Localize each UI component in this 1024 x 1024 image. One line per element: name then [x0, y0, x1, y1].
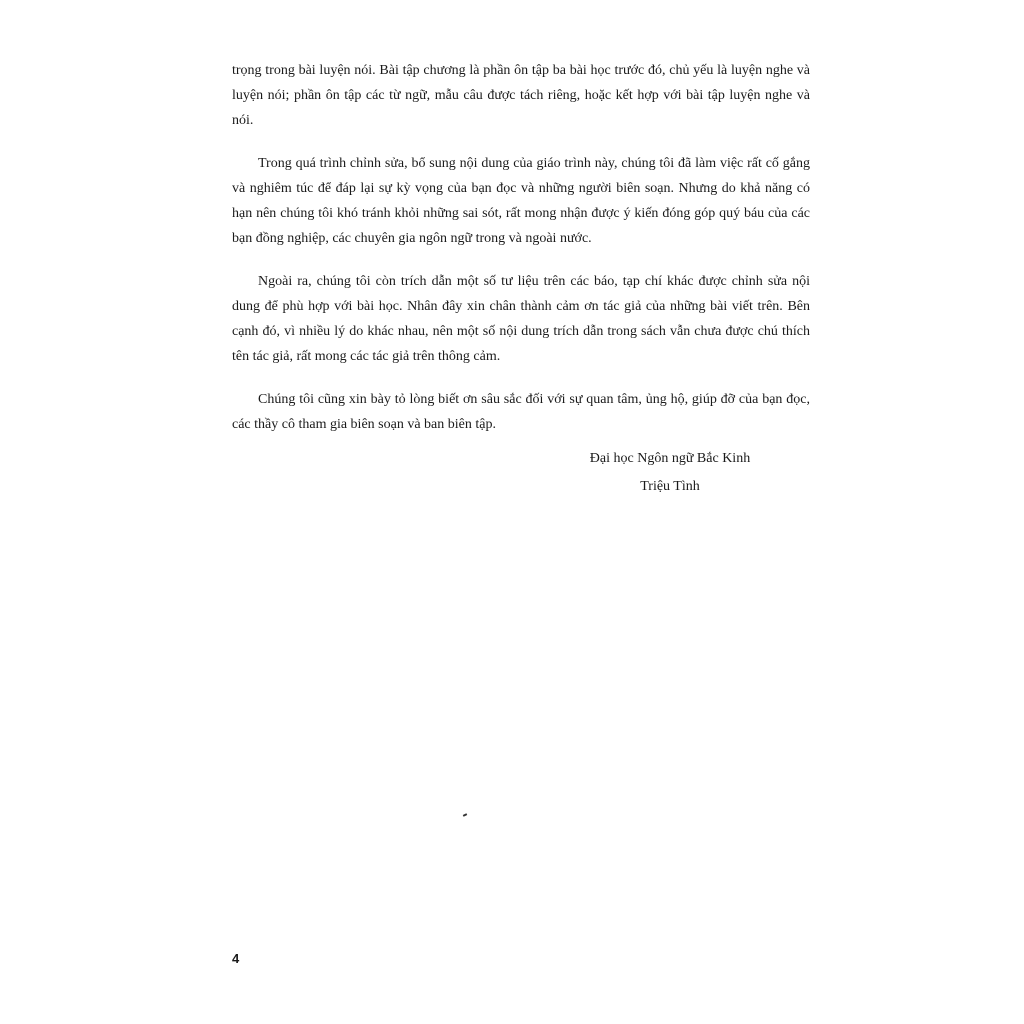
paragraph-citations: Ngoài ra, chúng tôi còn trích dẫn một số tư liệu trên các báo, tạp chí khác được chỉnh sửa nội dung để phù hợp với bài học. Nhân đây xin chân thành cảm ơn tác giả của những bài viết trên. Bên cạnh đó, vì nhiều lý do khác nhau, nên một số nội dung trích dẫn trong sách vẫn chưa được chú thích tên tác giả, rất mong các tác giả trên thông cảm.	[232, 274, 810, 364]
body-text	[232, 58, 810, 455]
signature-author: Triệu Tình	[640, 479, 700, 494]
signature-institution: Đại học Ngôn ngữ Bắc Kinh	[589, 451, 751, 466]
paragraph-revision: Trong quá trình chỉnh sửa, bổ sung nội dung của giáo trình này, chúng tôi đã làm việc rất cố gắng và nghiêm túc để đáp lại sự kỳ vọng của bạn đọc và những người biên soạn. Nhưng do khả năng có hạn nên chúng tôi khó tránh khỏi những sai sót, rất mong nhận được ý kiến đóng góp quý báu của các bạn đồng nghiệp, các chuyên gia ngôn ngữ trong và ngoài nước.	[232, 156, 810, 246]
paragraph-gratitude: Chúng tôi cũng xin bày tỏ lòng biết ơn sâu sắc đối với sự quan tâm, ủng hộ, giúp đỡ của bạn đọc, các thầy cô tham gia biên soạn và ban biên tập.	[232, 392, 810, 432]
scan-speck-mark	[463, 813, 467, 817]
page-number: 4	[232, 951, 240, 966]
paragraph-continuation: trọng trong bài luyện nói. Bài tập chương là phần ôn tập ba bài học trước đó, chủ yếu là luyện nghe và luyện nói; phần ôn tập các từ ngữ, mẫu câu được tách riêng, hoặc kết hợp với bài tập luyện nghe và nói.	[232, 63, 810, 128]
signature-block	[560, 445, 780, 501]
